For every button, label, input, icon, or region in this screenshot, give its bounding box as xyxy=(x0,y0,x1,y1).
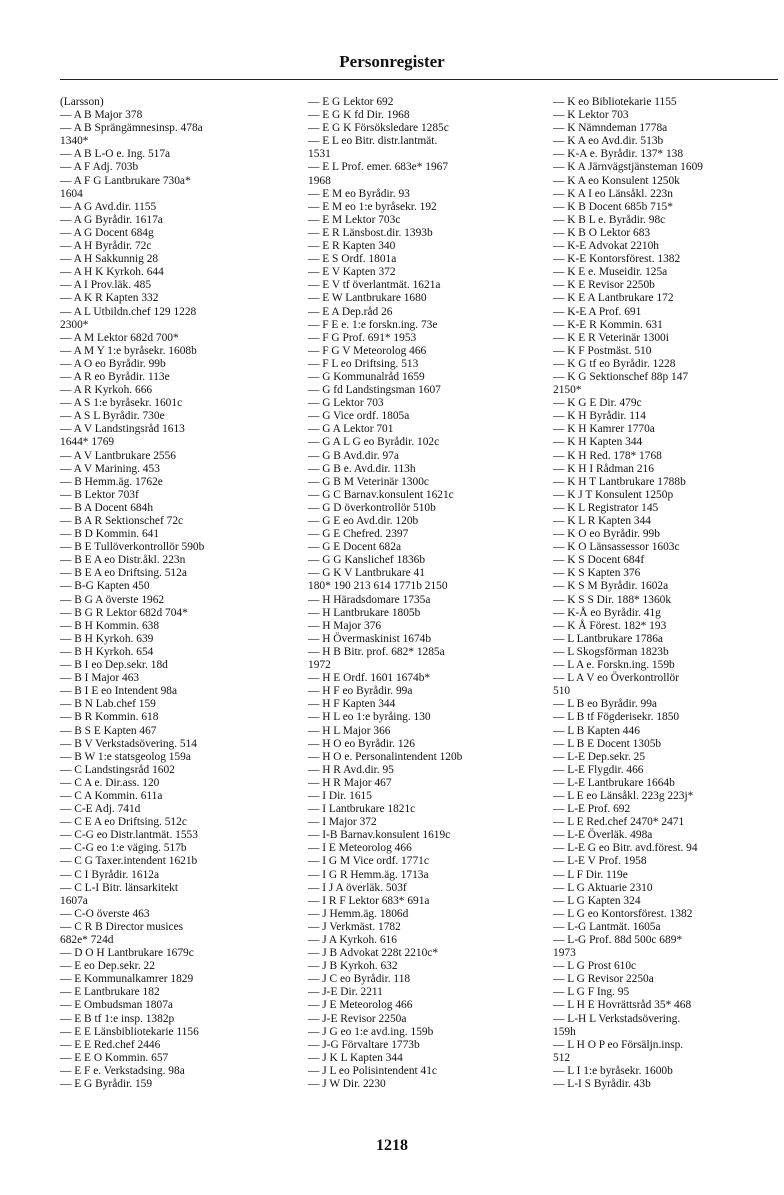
register-entry: — K A eo Konsulent 1250k xyxy=(553,174,680,187)
register-entry: — L I 1:e byråsekr. 1600b xyxy=(553,1064,673,1077)
register-entry: — A H Sakkunnig 28 xyxy=(60,253,159,266)
register-entry: — E W Lantbrukare 1680 xyxy=(308,292,427,305)
register-entry: — A G Byrådir. 1617a xyxy=(60,213,163,226)
register-entry: — L-G Lantmät. 1605a xyxy=(553,920,661,933)
register-entry: — E B tf 1:e insp. 1382p xyxy=(60,1012,175,1025)
register-entry: — K E e. Museidir. 125a xyxy=(553,266,668,279)
register-entry: — B Lektor 703f xyxy=(60,488,139,501)
register-entry: — J K L Kapten 344 xyxy=(308,1051,403,1064)
register-entry: — K Å Förest. 182* 193 xyxy=(553,619,667,632)
register-entry: — J B Advokat 228t 2210c* xyxy=(308,947,439,960)
register-entry: — H Häradsdomare 1735a xyxy=(308,593,431,606)
register-entry: — L B E Docent 1305b xyxy=(553,737,662,750)
register-entry: — A G Docent 684g xyxy=(60,226,154,239)
register-entry: — K L Registrator 145 xyxy=(553,501,659,514)
register-entry: — K F Postmäst. 510 xyxy=(553,344,652,357)
register-entry: — H E Ordf. 1601 1674b* xyxy=(308,672,431,685)
register-entry: — G Vice ordf. 1805a xyxy=(308,410,410,423)
register-entry: — G E Docent 682a xyxy=(308,541,401,554)
register-entry: — B G R Lektor 682d 704* xyxy=(60,606,188,619)
register-entry: — K B Docent 685b 715* xyxy=(553,200,673,213)
register-entry: — K B O Lektor 683 xyxy=(553,226,651,239)
register-entry: — I-B Barnav.konsulent 1619c xyxy=(308,829,451,842)
register-entry: — A L Utbildn.chef 129 1228 xyxy=(60,305,197,318)
register-entry: — H B Bitr. prof. 682* 1285a xyxy=(308,645,445,658)
register-entry: — G C Barnav.konsulent 1621c xyxy=(308,488,454,501)
register-entry: — J G eo 1:e avd.ing. 159b xyxy=(308,1025,434,1038)
register-entry: — C G Taxer.intendent 1621b xyxy=(60,855,198,868)
register-entry: — E G Byrådir. 159 xyxy=(60,1078,153,1091)
register-entry: 682e* 724d xyxy=(60,934,114,946)
register-entry: — I G R Hemm.äg. 1713a xyxy=(308,868,429,881)
register-entry: — I Lantbrukare 1821c xyxy=(308,803,416,816)
register-entry: — J Verkmäst. 1782 xyxy=(308,920,401,933)
register-entry: — E S Ordf. 1801a xyxy=(308,253,397,266)
register-entry: — K-E A Prof. 691 xyxy=(553,305,642,318)
register-entry: — E R Kapten 340 xyxy=(308,240,396,253)
register-entry: — B D Kommin. 641 xyxy=(60,528,160,541)
register-entry: — A B L-O e. Ing. 517a xyxy=(60,148,171,161)
page-number: 1218 xyxy=(376,1137,408,1154)
register-entry: — A M Y 1:e byråsekr. 1608b xyxy=(60,344,197,357)
register-entry: (Larsson) xyxy=(60,96,104,108)
register-entry: — A R eo Byrådir. 113e xyxy=(60,370,170,383)
register-entry: — L F Dir. 119e xyxy=(553,868,628,881)
register-entry: — E E Länsbibliotekarie 1156 xyxy=(60,1025,199,1038)
register-entry: — J L eo Polisintendent 41c xyxy=(308,1064,437,1077)
register-entry: — L G eo Kontorsförest. 1382 xyxy=(553,907,693,920)
register-entry: — H R Avd.dir. 95 xyxy=(308,763,394,776)
register-entry: — E R Länsbost.dir. 1393b xyxy=(308,226,433,239)
register-entry: — K G Sektionschef 88p 147 xyxy=(553,370,689,383)
register-entry: — L-G Prof. 88d 500c 689* xyxy=(553,934,683,946)
register-entry: — C-O överste 463 xyxy=(60,907,150,920)
register-entry: — E E O Kommin. 657 xyxy=(60,1051,169,1064)
register-entry: — K E A Lantbrukare 172 xyxy=(553,292,674,305)
register-entry: — B G A överste 1962 xyxy=(60,593,165,606)
register-entry: — G B M Veterinär 1300c xyxy=(308,475,429,488)
register-entry: — L-E Lantbrukare 1664b xyxy=(553,776,675,789)
register-entry: — F G Prof. 691* 1953 xyxy=(308,331,417,344)
register-entry: — G G Kanslichef 1836b xyxy=(308,554,426,567)
register-entry: — K H Red. 178* 1768 xyxy=(553,449,662,462)
register-entry: — B I eo Dep.sekr. 18d xyxy=(60,659,168,672)
register-entry: — H O e. Personalintendent 120b xyxy=(308,750,463,763)
register-entry: — L-E V Prof. 1958 xyxy=(553,855,647,868)
register-entry: — I R F Lektor 683* 691a xyxy=(308,894,430,907)
register-entry: — J W Dir. 2230 xyxy=(308,1078,386,1091)
register-entry: — E L eo Bitr. distr.lantmät. xyxy=(308,135,438,148)
register-entry: — B I E eo Intendent 98a xyxy=(60,685,178,698)
register-entry: — B R Kommin. 618 xyxy=(60,711,159,724)
register-entry: — C-E Adj. 741d xyxy=(60,803,141,816)
register-entry: — K L R Kapten 344 xyxy=(553,515,651,527)
register-entry: — B H Kyrkoh. 654 xyxy=(60,645,154,658)
register-entry: — K E Revisor 2250b xyxy=(553,279,655,292)
register-entry: — H F Kapten 344 xyxy=(308,698,396,711)
register-entry: — B A R Sektionschef 72c xyxy=(60,515,184,527)
register-entry: 1968 xyxy=(308,174,331,187)
register-entry: 1644* 1769 xyxy=(60,436,115,449)
register-entry: — E M eo 1:e byråsekr. 192 xyxy=(308,200,437,213)
register-entry: — J-E Revisor 2250a xyxy=(308,1012,407,1025)
register-entry: — B V Verkstadsövering. 514 xyxy=(60,737,198,750)
register-entry: — L-E G eo Bitr. avd.förest. 94 xyxy=(553,842,698,855)
register-entry: — L A V eo Överkontrollör xyxy=(553,672,680,685)
register-entry: — E Lantbrukare 182 xyxy=(60,986,160,999)
register-entry: — C R B Director musices xyxy=(60,920,184,933)
register-entry: — A R Kyrkoh. 666 xyxy=(60,384,153,397)
register-entry: — A K R Kapten 332 xyxy=(60,292,159,305)
register-entry: — J A Kyrkoh. 616 xyxy=(308,934,397,946)
register-entry: — K-E Advokat 2210h xyxy=(553,240,659,253)
register-entry: — B I Major 463 xyxy=(60,672,140,685)
register-entry: — L G F Ing. 95 xyxy=(553,986,630,999)
register-entry: — A B Sprängämnesinsp. 478a xyxy=(60,122,203,135)
register-entry: — G E eo Avd.dir. 120b xyxy=(308,515,419,527)
register-entry: — I G M Vice ordf. 1771c xyxy=(308,855,429,868)
register-entry: — H L eo 1:e byråing. 130 xyxy=(308,711,431,724)
register-entry: — B-G Kapten 450 xyxy=(60,580,150,593)
register-entry: — H Övermaskinist 1674b xyxy=(308,632,432,645)
register-entry: — A V Landstingsråd 1613 xyxy=(60,423,185,436)
register-entry: — B A Docent 684h xyxy=(60,501,154,514)
register-entry: — I Dir. 1615 xyxy=(308,789,372,802)
register-entry: 159h xyxy=(553,1025,576,1038)
register-entry: — A V Marining. 453 xyxy=(60,462,160,475)
register-entry: — E L Prof. emer. 683e* 1967 xyxy=(308,161,449,174)
register-entry: — F E e. 1:e forskn.ing. 73e xyxy=(308,318,438,331)
register-entry: — G A Lektor 701 xyxy=(308,423,394,436)
register-entry: — E G Lektor 692 xyxy=(308,96,394,108)
register-entry: — A I Prov.läk. 485 xyxy=(60,279,152,292)
register-entry: — D O H Lantbrukare 1679c xyxy=(60,947,194,960)
register-entry: — B S E Kapten 467 xyxy=(60,724,157,737)
register-entry: — A S 1:e byråsekr. 1601c xyxy=(60,397,183,410)
register-entry: — L-E Dep.sekr. 25 xyxy=(553,750,646,763)
register-entry: — C-G eo 1:e väging. 517b xyxy=(60,842,187,855)
register-entry: — K S Kapten 376 xyxy=(553,567,641,580)
register-entry: — H F eo Byrådir. 99a xyxy=(308,685,413,698)
register-entry: 2300* xyxy=(60,318,89,331)
register-entry: — K H I Rådman 216 xyxy=(553,462,654,475)
register-entry: — J E Meteorolog 466 xyxy=(308,999,413,1012)
register-entry: — L-E Prof. 692 xyxy=(553,803,631,816)
register-entry: — H O eo Byrådir. 126 xyxy=(308,737,415,750)
register-entry: — G K V Lantbrukare 41 xyxy=(308,567,425,580)
register-entry: — E Ombudsman 1807a xyxy=(60,999,173,1012)
register-entry: — K S M Byrådir. 1602a xyxy=(553,580,669,593)
register-entry: — F L eo Driftsing. 513 xyxy=(308,357,419,370)
register-entry: — K eo Bibliotekarie 1155 xyxy=(553,96,677,108)
register-entry: — L Skogsförman 1823b xyxy=(553,645,669,658)
register-entry: — L A e. Forskn.ing. 159b xyxy=(553,659,675,672)
register-entry: — B N Lab.chef 159 xyxy=(60,698,156,711)
header-rule xyxy=(60,79,778,80)
register-entry: — K G tf eo Byrådir. 1228 xyxy=(553,357,676,370)
register-entry: — E M eo Byrådir. 93 xyxy=(308,187,410,200)
register-entry: — L E eo Länsåkl. 223g 223j* xyxy=(553,789,694,802)
register-entry: — K S S Dir. 188* 1360k xyxy=(553,593,672,606)
register-entry: — C A e. Dir.ass. 120 xyxy=(60,776,160,789)
register-entry: — C E A eo Driftsing. 512c xyxy=(60,816,187,829)
register-entry: — A F G Lantbrukare 730a* xyxy=(60,174,191,187)
register-entry: — A B Major 378 xyxy=(60,109,143,122)
register-entry: — G B Avd.dir. 97a xyxy=(308,449,399,462)
register-entry: — L G Revisor 2250a xyxy=(553,973,654,986)
register-entry: 1973 xyxy=(553,947,576,960)
register-entry: — L-E Flygdir. 466 xyxy=(553,763,644,776)
register-entry: 510 xyxy=(553,685,571,698)
register-entry: — C I Byrådir. 1612a xyxy=(60,868,160,881)
register-entry: — G A L G eo Byrådir. 102c xyxy=(308,436,440,449)
register-entry: — J-E Dir. 2211 xyxy=(308,986,383,999)
register-entry: — J B Kyrkoh. 632 xyxy=(308,960,398,973)
register-entry: — C Landstingsråd 1602 xyxy=(60,763,175,776)
register-entry: — E F e. Verkstadsing. 98a xyxy=(60,1064,185,1077)
register-entry: — B E A eo Driftsing. 512a xyxy=(60,567,187,580)
register-entry: — K A Järnvägstjänsteman 1609 xyxy=(553,161,703,174)
register-entry: — K E R Veterinär 1300i xyxy=(553,331,669,344)
register-entry: — A O eo Byrådir. 99b xyxy=(60,357,166,370)
register-entry: — K Nämndeman 1778a xyxy=(553,122,668,135)
register-entry: — H R Major 467 xyxy=(308,776,392,789)
register-entry: — K G E Dir. 479c xyxy=(553,397,642,410)
register-entry: 1607a xyxy=(60,894,88,907)
register-entry: — G Kommunalråd 1659 xyxy=(308,370,425,383)
register-entry: — K H Kamrer 1770a xyxy=(553,423,655,436)
register-entry: 1531 xyxy=(308,148,331,161)
register-entry: — L G Prost 610c xyxy=(553,960,637,973)
register-entry: — K J T Konsulent 1250p xyxy=(553,488,674,501)
register-entry: — K-Å eo Byrådir. 41g xyxy=(553,606,661,619)
register-entry: — B H Kyrkoh. 639 xyxy=(60,632,154,645)
register-entry: — E E Red.chef 2446 xyxy=(60,1038,161,1051)
register-entry: — C L-I Bitr. länsarkitekt xyxy=(60,881,178,894)
register-entry: — I Major 372 xyxy=(308,816,377,829)
register-entry: 2150* xyxy=(553,384,582,397)
register-entry: — E A Dep.råd 26 xyxy=(308,305,393,318)
register-entry: — K-E Kontorsförest. 1382 xyxy=(553,253,681,266)
register-entry: — E V tf överlantmät. 1621a xyxy=(308,279,441,292)
register-entry: — A H Byrådir. 72c xyxy=(60,240,152,253)
register-entry: — G B e. Avd.dir. 113h xyxy=(308,462,416,475)
register-entry: — E Kommunalkamrer 1829 xyxy=(60,973,194,986)
register-entry: — A H K Kyrkoh. 644 xyxy=(60,266,164,279)
register-entry: — B H Kommin. 638 xyxy=(60,619,160,632)
register-entry: — C-G eo Distr.lantmät. 1553 xyxy=(60,829,198,842)
register-entry: — K H T Lantbrukare 1788b xyxy=(553,475,686,488)
register-entry: — E eo Dep.sekr. 22 xyxy=(60,960,155,973)
register-entry: — F G V Meteorolog 466 xyxy=(308,344,427,357)
register-column-1 xyxy=(60,96,300,1091)
register-entry: — E G K fd Dir. 1968 xyxy=(308,109,410,122)
register-entry: — A F Adj. 703b xyxy=(60,161,139,174)
register-entry: — K-E R Kommin. 631 xyxy=(553,318,663,331)
register-entry: — K A I eo Länsåkl. 223n xyxy=(553,187,673,200)
register-column-2 xyxy=(308,96,548,1091)
register-entry: — L-E Överläk. 498a xyxy=(553,829,653,842)
register-entry: — A S L Byrådir. 730e xyxy=(60,410,165,423)
register-entry: — A G Avd.dir. 1155 xyxy=(60,200,157,213)
register-entry: — L Lantbrukare 1786a xyxy=(553,632,663,645)
register-entry: — K B L e. Byrådir. 98c xyxy=(553,213,666,226)
register-entry: — K A eo Avd.dir. 513b xyxy=(553,135,664,148)
register-entry: — L B tf Fögderisekr. 1850 xyxy=(553,711,680,724)
register-entry: — H Major 376 xyxy=(308,619,382,632)
page-title: Personregister xyxy=(339,52,445,71)
register-entry: — L-H L Verkstadsövering. xyxy=(553,1012,681,1025)
register-entry: — K H Byrådir. 114 xyxy=(553,410,646,423)
register-entry: — J Hemm.äg. 1806d xyxy=(308,907,409,920)
register-entry: — L H E Hovrättsråd 35* 468 xyxy=(553,999,692,1012)
register-entry: — L G Aktuarie 2310 xyxy=(553,881,653,894)
register-entry: — H Lantbrukare 1805b xyxy=(308,606,421,619)
register-entry: — A M Lektor 682d 700* xyxy=(60,331,179,344)
register-entry: 1340* xyxy=(60,135,89,148)
register-entry: — G E Chefred. 2397 xyxy=(308,528,409,541)
register-entry: — K O eo Byrådir. 99b xyxy=(553,528,660,541)
register-entry: — E M Lektor 703c xyxy=(308,213,401,226)
register-entry: — B E A eo Distr.åkl. 223n xyxy=(60,554,186,567)
register-entry: — J C eo Byrådir. 118 xyxy=(308,973,411,986)
register-entry: — I J A överläk. 503f xyxy=(308,881,407,894)
register-entry: — B W 1:e statsgeolog 159a xyxy=(60,750,191,763)
register-entry: — H L Major 366 xyxy=(308,724,391,737)
register-entry: — B E Tullöverkontrollör 590b xyxy=(60,541,205,554)
register-entry: 512 xyxy=(553,1051,571,1064)
register-entry: 1604 xyxy=(60,187,83,200)
register-entry: — L H O P eo Försäljn.insp. xyxy=(553,1038,684,1051)
register-entry: — E G K Försöksledare 1285c xyxy=(308,122,449,135)
register-entry: — G fd Landstingsman 1607 xyxy=(308,384,441,397)
register-entry: — G Lektor 703 xyxy=(308,397,384,410)
register-entry: — L-I S Byrådir. 43b xyxy=(553,1078,651,1091)
register-entry: — I E Meteorolog 466 xyxy=(308,842,412,855)
register-entry: — K-A e. Byrådir. 137* 138 xyxy=(553,148,684,161)
register-entry: — K Lektor 703 xyxy=(553,109,629,122)
register-column-3 xyxy=(553,96,781,1091)
register-entry: — K S Docent 684f xyxy=(553,554,645,567)
register-entry: — B Hemm.äg. 1762e xyxy=(60,475,163,488)
register-entry: — J-G Förvaltare 1773b xyxy=(308,1038,420,1051)
register-entry: — A V Lantbrukare 2556 xyxy=(60,449,177,462)
register-entry: 180* 190 213 614 1771b 2150 xyxy=(308,580,448,593)
register-entry: 1972 xyxy=(308,659,331,672)
register-entry: — L B eo Byrådir. 99a xyxy=(553,698,657,711)
register-entry: — K H Kapten 344 xyxy=(553,436,643,449)
register-entry: — C A Kommin. 611a xyxy=(60,789,163,802)
register-entry: — L E Red.chef 2470* 2471 xyxy=(553,816,685,829)
register-entry: — G D överkontrollör 510b xyxy=(308,501,436,514)
register-entry: — L G Kapten 324 xyxy=(553,894,641,907)
register-entry: — L B Kapten 446 xyxy=(553,724,640,737)
register-entry: — E V Kapten 372 xyxy=(308,266,396,279)
register-entry: — K O Länsassessor 1603c xyxy=(553,541,680,554)
